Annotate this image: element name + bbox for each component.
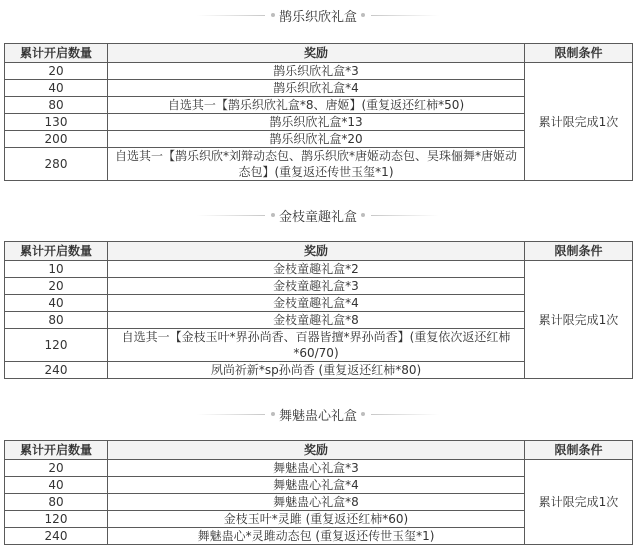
section-header xyxy=(4,205,632,225)
reward-cell: 舞魅蛊心*灵雎动态包 (重复返还传世玉玺*1) xyxy=(108,528,525,545)
section-title: 舞魅蛊心礼盒 xyxy=(278,408,357,424)
count-cell: 200 xyxy=(5,131,108,148)
count-cell: 120 xyxy=(5,329,108,362)
gift-box-section-3 xyxy=(4,404,632,543)
table-row xyxy=(5,261,633,278)
reward-cell: 金枝玉叶*灵雎 (重复返还红柿*60) xyxy=(108,511,525,528)
table-row xyxy=(5,460,633,477)
header-reward: 奖励 xyxy=(108,441,525,460)
divider-left xyxy=(197,414,265,415)
count-cell: 80 xyxy=(5,494,108,511)
divider-dot-left xyxy=(271,412,275,416)
reward-table xyxy=(4,440,633,545)
header-limit: 限制条件 xyxy=(525,242,633,261)
table-header-row xyxy=(5,44,633,63)
reward-cell: 金枝童趣礼盒*4 xyxy=(108,295,525,312)
header-count: 累计开启数量 xyxy=(5,441,108,460)
limit-cell: 累计限完成1次 xyxy=(525,63,633,181)
reward-cell: 舞魅蛊心礼盒*4 xyxy=(108,477,525,494)
count-cell: 80 xyxy=(5,312,108,329)
divider-dot-left xyxy=(271,13,275,17)
divider-right xyxy=(371,215,439,216)
reward-cell: 鹊乐织欣礼盒*3 xyxy=(108,63,525,80)
section-header xyxy=(4,5,632,25)
reward-cell: 金枝童趣礼盒*8 xyxy=(108,312,525,329)
reward-cell: 自选其一【金枝玉叶*界孙尚香、百器皆擅*界孙尚香】(重复依次返还红柿*60/70) xyxy=(108,329,525,362)
header-reward: 奖励 xyxy=(108,44,525,63)
reward-cell: 金枝童趣礼盒*2 xyxy=(108,261,525,278)
divider-right xyxy=(371,414,439,415)
limit-cell: 累计限完成1次 xyxy=(525,460,633,545)
table-header-row xyxy=(5,441,633,460)
count-cell: 10 xyxy=(5,261,108,278)
gift-box-section-1 xyxy=(4,5,632,179)
count-cell: 240 xyxy=(5,362,108,379)
reward-cell: 舞魅蛊心礼盒*3 xyxy=(108,460,525,477)
divider-right xyxy=(371,15,439,16)
table-row xyxy=(5,63,633,80)
count-cell: 280 xyxy=(5,148,108,181)
header-reward: 奖励 xyxy=(108,242,525,261)
reward-cell: 夙尚祈新*sp孙尚香 (重复返还红柿*80) xyxy=(108,362,525,379)
section-title: 鹊乐织欣礼盒 xyxy=(278,9,357,25)
divider-left xyxy=(197,15,265,16)
header-limit: 限制条件 xyxy=(525,44,633,63)
count-cell: 40 xyxy=(5,295,108,312)
divider-dot-left xyxy=(271,213,275,217)
count-cell: 80 xyxy=(5,97,108,114)
count-cell: 120 xyxy=(5,511,108,528)
section-header xyxy=(4,404,632,424)
count-cell: 130 xyxy=(5,114,108,131)
header-count: 累计开启数量 xyxy=(5,44,108,63)
divider-dot-right xyxy=(361,213,365,217)
gift-box-section-2 xyxy=(4,205,632,377)
count-cell: 20 xyxy=(5,278,108,295)
header-limit: 限制条件 xyxy=(525,441,633,460)
divider-dot-right xyxy=(361,412,365,416)
reward-table xyxy=(4,43,633,181)
divider-dot-right xyxy=(361,13,365,17)
reward-table xyxy=(4,241,633,379)
section-title: 金枝童趣礼盒 xyxy=(278,209,357,225)
reward-cell: 金枝童趣礼盒*3 xyxy=(108,278,525,295)
count-cell: 20 xyxy=(5,460,108,477)
reward-cell: 鹊乐织欣礼盒*4 xyxy=(108,80,525,97)
divider-left xyxy=(197,215,265,216)
count-cell: 20 xyxy=(5,63,108,80)
header-count: 累计开启数量 xyxy=(5,242,108,261)
reward-cell: 自选其一【鹊乐织欣礼盒*8、唐姬】(重复返还红柿*50) xyxy=(108,97,525,114)
count-cell: 40 xyxy=(5,80,108,97)
table-header-row xyxy=(5,242,633,261)
reward-cell: 自选其一【鹊乐织欣*刘辩动态包、鹊乐织欣*唐姬动态包、昊珠俪舞*唐姬动态包】(重复返还传世玉玺*1) xyxy=(108,148,525,181)
reward-cell: 鹊乐织欣礼盒*13 xyxy=(108,114,525,131)
reward-cell: 舞魅蛊心礼盒*8 xyxy=(108,494,525,511)
reward-cell: 鹊乐织欣礼盒*20 xyxy=(108,131,525,148)
count-cell: 40 xyxy=(5,477,108,494)
limit-cell: 累计限完成1次 xyxy=(525,261,633,379)
count-cell: 240 xyxy=(5,528,108,545)
